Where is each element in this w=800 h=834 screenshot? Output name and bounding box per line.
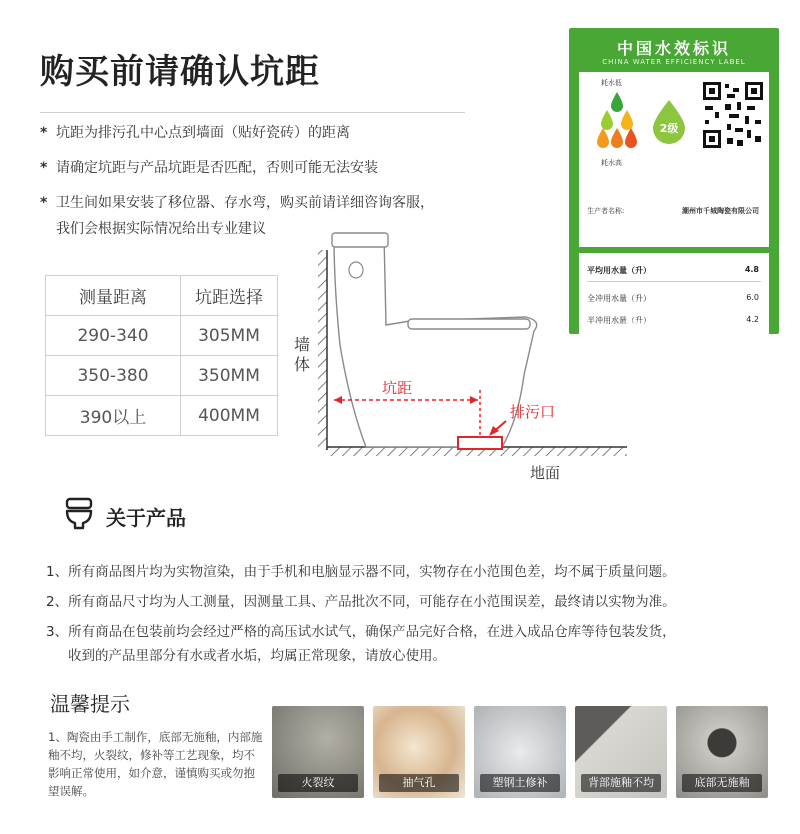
usage-row [587, 293, 759, 304]
bullet-marker: * [40, 125, 48, 141]
title-divider [40, 112, 465, 113]
photo-caption: 抽气孔 [379, 774, 459, 792]
qr-code-icon[interactable] [701, 80, 765, 150]
defect-photo [373, 706, 465, 798]
note-line: 2、所有商品尺寸均为人工测量，因测量工具、产品批次不同，可能存在小范围误差，最终请以实物为准。 [46, 594, 676, 610]
about-title: 关于产品 [106, 506, 186, 530]
page-title: 购买前请确认坑距 [40, 52, 320, 92]
wall-label-char: 体 [294, 355, 311, 374]
bullet-text: 坑距为排污孔中心点到墙面（贴好瓷砖）的距离 [56, 125, 350, 141]
distance-label: 坑距 [382, 379, 413, 397]
drain-outlet-marker [458, 437, 502, 449]
label-grade-panel [579, 72, 769, 247]
photo-caption: 火裂纹 [278, 774, 358, 792]
usage-divider [587, 281, 761, 282]
high-consumption-label: 耗水高 [601, 159, 622, 167]
table-header: 坑距选择 [181, 276, 278, 316]
usage-value: 4.2 [746, 315, 759, 324]
arrow-left-icon [334, 396, 342, 404]
usage-name: 全冲用水量（升） [587, 294, 651, 303]
low-consumption-label: 耗水低 [601, 79, 622, 87]
wall-label-char: 墙 [294, 335, 311, 354]
wall-hatch [318, 250, 327, 450]
toilet-icon [64, 497, 94, 531]
table-row [46, 316, 278, 356]
warm-tips-text: 1、陶瓷由手工制作，底部无施釉，内部施釉不均，火裂纹，修补等工艺现象，均不影响正常使用，如介意，谨慎购买或勿抱望误解。 [48, 730, 263, 798]
grade-drop-icon [651, 98, 687, 144]
table-header-row [46, 276, 278, 316]
bullet-marker: * [40, 195, 48, 211]
usage-name: 半冲用水量（升） [587, 316, 651, 325]
table-cell: 390以上 [46, 396, 181, 436]
bullet-item [40, 120, 350, 146]
table-cell: 400MM [181, 396, 278, 436]
bullet-item [40, 155, 378, 181]
usage-value: 6.0 [746, 293, 759, 302]
table-header: 测量距离 [46, 276, 181, 316]
note-line: 3、所有商品在包装前均会经过严格的高压试水试气，确保产品完好合格，在进入成品仓库等待包装发货， [46, 624, 676, 640]
photo-caption: 塑钢土修补 [480, 774, 560, 792]
table-row [46, 356, 278, 396]
usage-name: 平均用水量（升） [587, 266, 651, 275]
table-cell: 290-340 [46, 316, 181, 356]
grade-text: 2级 [659, 122, 679, 135]
usage-row [587, 265, 759, 276]
drain-label: 排污口 [510, 403, 556, 421]
label-standard: 依据国家标准：GB 25502-2017 [621, 320, 727, 328]
bullet-text: 卫生间如果安装了移位器、存水弯，购买前请详细咨询客服， [56, 195, 434, 211]
table-cell: 350-380 [46, 356, 181, 396]
producer-label: 生产者名称: [587, 207, 625, 215]
bullet-text: 请确定坑距与产品坑距是否匹配，否则可能无法安装 [56, 160, 378, 176]
table-row [46, 396, 278, 436]
bullet-marker: * [40, 160, 48, 176]
note-line: 1、所有商品图片均为实物渲染，由于手机和电脑显示器不同，实物存在小范围色差，均不属于质量问题。 [46, 564, 676, 580]
label-title: 中国水效标识 [616, 39, 731, 58]
bullet-text-continued: 我们会根据实际情况给出专业建议 [56, 221, 266, 237]
water-efficiency-label [569, 28, 779, 334]
wall-label [294, 335, 310, 374]
photo-caption: 底部无施釉 [682, 774, 762, 792]
floor-label: 地面 [530, 464, 561, 482]
toilet-outline [332, 233, 537, 447]
photo-caption: 背部施釉不均 [581, 774, 661, 792]
label-subtitle: CHINA WATER EFFICIENCY LABEL [602, 58, 746, 66]
defect-photo [676, 706, 768, 798]
distance-table [45, 275, 278, 436]
table-cell: 350MM [181, 356, 278, 396]
defect-photo [272, 706, 364, 798]
producer-name: 潮州市千城陶瓷有限公司 [682, 207, 759, 215]
note-line: 收到的产品里部分有水或者水垢，均属正常现象，请放心使用。 [68, 648, 446, 664]
table-cell: 305MM [181, 316, 278, 356]
defect-photo [474, 706, 566, 798]
warm-tips-title: 温馨提示 [50, 692, 130, 716]
flush-button-icon [349, 262, 363, 278]
usage-value: 4.8 [744, 265, 759, 274]
water-drops-icon [597, 90, 653, 150]
defect-photo [575, 706, 667, 798]
